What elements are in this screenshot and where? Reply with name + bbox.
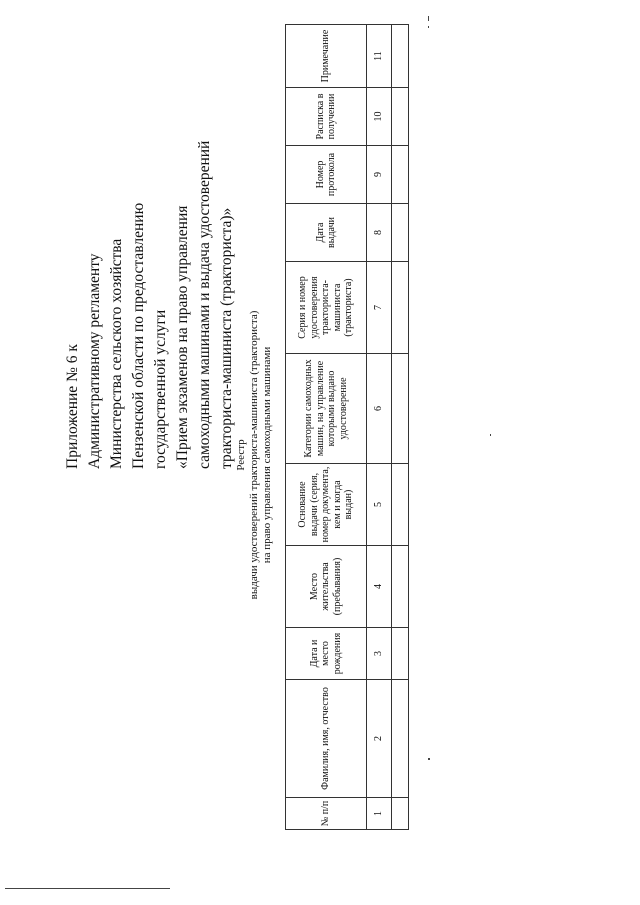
empty-table-row — [392, 25, 409, 830]
column-number: 3 — [367, 628, 392, 680]
table-cell — [392, 146, 409, 204]
column-header: Номер протокола — [286, 146, 367, 204]
column-header: Примечание — [286, 25, 367, 88]
registry-subtitle: выдачи удостоверений тракториста-машиниста (тракториста) — [248, 310, 260, 600]
table-cell — [392, 25, 409, 88]
column-number: 10 — [367, 88, 392, 146]
column-number: 4 — [367, 546, 392, 628]
column-header: Место жительства (пребывания) — [286, 546, 367, 628]
table-cell — [392, 354, 409, 464]
column-header: Основание выдачи (серия, номер документа, кем и когда выдан) — [286, 464, 367, 546]
column-number: 9 — [367, 146, 392, 204]
column-header: № п/п — [286, 798, 367, 830]
header-line: Административному регламенту — [86, 253, 103, 469]
header-line: тракториста-машиниста (тракториста)» — [218, 207, 235, 469]
registry-title: Реестр — [235, 439, 247, 471]
table-cell — [392, 628, 409, 680]
column-number-row — [367, 25, 392, 830]
scan-speck — [428, 758, 430, 760]
appendix-header — [62, 139, 238, 469]
column-number: 2 — [367, 680, 392, 798]
column-header: Категории самоходных машин, на управление которыми выдано удостоверение — [286, 354, 367, 464]
column-number: 7 — [367, 262, 392, 354]
header-line: государственной услуги — [152, 309, 169, 469]
column-number: 1 — [367, 798, 392, 830]
table-cell — [392, 680, 409, 798]
registry-title-block — [235, 125, 274, 785]
table-cell — [392, 546, 409, 628]
column-header: Расписка в получении — [286, 88, 367, 146]
footnote-line — [5, 888, 170, 889]
column-header: Фамилия, имя, отчество — [286, 680, 367, 798]
table-cell — [392, 464, 409, 546]
header-line: Пензенской области по предоставлению — [130, 202, 147, 469]
header-line: Министерства сельского хозяйства — [108, 238, 125, 469]
registry-table — [285, 24, 409, 830]
header-line: самоходными машинами и выдача удостоверений — [196, 140, 213, 469]
table-cell — [392, 798, 409, 830]
column-number: 6 — [367, 354, 392, 464]
table-cell — [392, 88, 409, 146]
table-cell — [392, 262, 409, 354]
scan-speck — [428, 26, 429, 28]
column-number: 8 — [367, 204, 392, 262]
header-line: «Прием экзаменов на право управления — [174, 205, 191, 469]
column-number: 5 — [367, 464, 392, 546]
column-number: 11 — [367, 25, 392, 88]
column-header: Серия и номер удостоверения тракториста-машиниста (тракториста) — [286, 262, 367, 354]
scan-speck — [490, 434, 491, 436]
column-header: Дата и место рождения — [286, 628, 367, 680]
registry-subtitle: на право управления самоходными машинами — [261, 346, 273, 564]
table-header-row — [286, 25, 367, 830]
header-line: Приложение № 6 к — [64, 344, 81, 469]
table-cell — [392, 204, 409, 262]
column-header: Дата выдачи — [286, 204, 367, 262]
scan-speck — [428, 16, 429, 21]
